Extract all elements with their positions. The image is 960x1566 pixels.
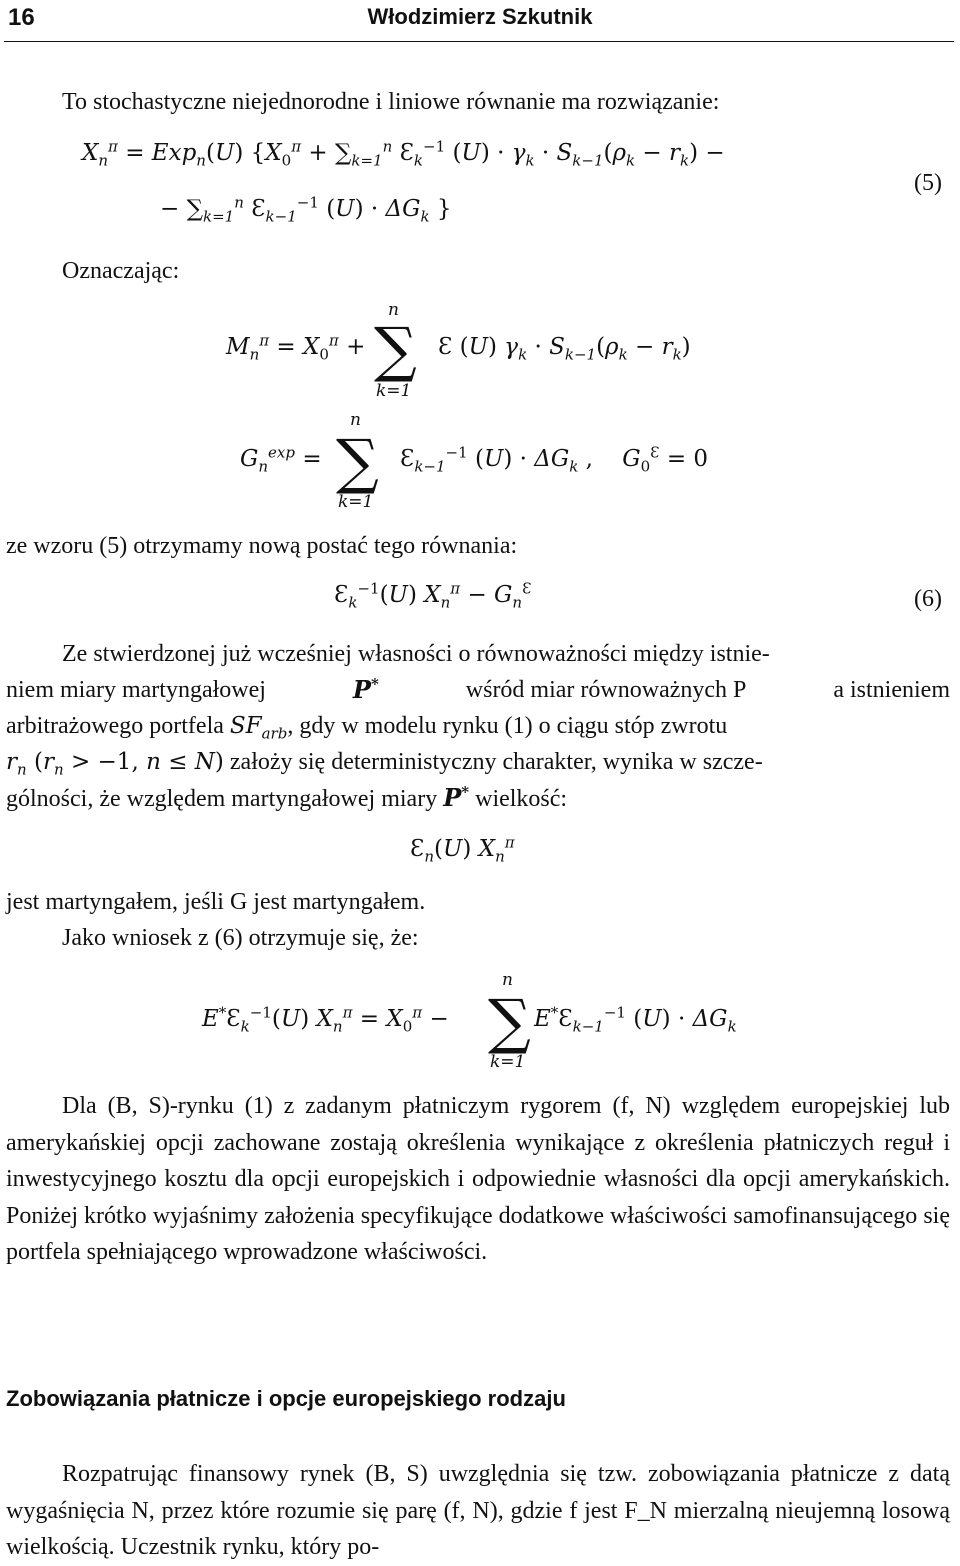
p1-text-h: wielkość:	[475, 786, 568, 812]
equation-m-rhs: Ɛ (U) $\gamma_k \cdot S_{k-1}(\rho_k - r_k)$	[438, 334, 691, 364]
sum-upper-limit-2: n	[350, 410, 361, 430]
page-number: 16	[8, 4, 35, 31]
equation-g-lhs: $G_n^{exp}$ =	[240, 443, 322, 476]
r-n-condition: $r_n$ ($r_n > -1$, n ≤ N)	[6, 749, 224, 779]
paragraph-1-line-2	[6, 672, 950, 708]
p1-text-a: niem miary martyngałowej	[6, 677, 266, 703]
paragraph-1-line-3	[6, 708, 950, 744]
p1-text-g: gólności, że względem martyngałowej miary	[6, 786, 438, 812]
paragraph-3: Rozpatrując finansowy rynek (B, S) uwzględnia się tzw. zobowiązania płatnicze z datą wygaśnięcia N, przez które rozumie się parę (f, N), gdzie f jest F_N mierzalną nieujemną losową wielkością. Uczestnik rynku, który po-	[6, 1461, 950, 1561]
summation-sign-1: ∑	[374, 315, 417, 385]
martingale-sentence: jest martyngałem, jeśli G jest martyngałem.	[6, 889, 426, 915]
from-formula-sentence: ze wzoru (5) otrzymamy nową postać tego równania:	[6, 533, 518, 559]
equation-g-rhs: $Ɛ_{k-1}^{-1}$ $(U) \cdot \Delta G_k$ , $G_0^Ɛ = 0$	[400, 443, 709, 476]
sum-upper-limit-1: n	[388, 300, 399, 320]
sum-lower-limit-1: k=1	[376, 381, 412, 401]
sum-lower-limit-2: k=1	[338, 492, 374, 512]
expectation-equation-lhs: $E^*Ɛ_k^{-1}(U) X_n^\pi = X_0^\pi$ −	[202, 1003, 449, 1036]
sum-lower-limit-3: k=1	[490, 1052, 526, 1072]
intro-sentence: To stochastyczne niejednorodne i liniowe równanie ma rozwiązanie:	[62, 89, 720, 115]
section-heading: Zobowiązania płatnicze i opcje europejskiego rodzaju	[6, 1386, 566, 1411]
equation-6-number: (6)	[914, 586, 942, 612]
equation-5-number: (5)	[914, 170, 942, 196]
p1-text-e: , gdy w modelu rynku (1) o ciągu stóp zwrotu	[287, 713, 728, 739]
page-header	[0, 0, 960, 44]
summation-sign-2: ∑	[336, 427, 379, 497]
p1-text-c: a istnieniem	[833, 677, 950, 703]
p1-text-f: założy się deterministyczny charakter, wynika w szcze-	[229, 749, 763, 775]
p1-text-b: wśród miar równoważnych P	[465, 677, 747, 703]
running-header-author: Włodzimierz Szkutnik	[367, 4, 593, 29]
paragraph-1-line-5	[6, 780, 567, 817]
equation-5-line-2: − $\sum_{k=1}^n$ $Ɛ_{k-1}^{-1}$ $(U) \cdot \Delta G_k$ }	[160, 193, 452, 226]
equation-m-lhs: $M_n^\pi = X_0^\pi$ +	[226, 331, 366, 364]
quantity-expression: $Ɛ_n(U)$ $X_n^\pi$	[410, 833, 515, 866]
equation-6: $Ɛ_k^{-1}(U) X_n^\pi - G_n^Ɛ$	[334, 579, 532, 612]
paragraph-1-line-4	[6, 744, 763, 780]
p-star-symbol-2: P*	[443, 783, 470, 812]
denoting-label: Oznaczając:	[62, 258, 180, 284]
paragraph-1-line-1: Ze stwierdzonej już wcześniej własności o równoważności między istnie-	[62, 641, 770, 667]
conclusion-sentence: Jako wniosek z (6) otrzymuje się, że:	[62, 925, 419, 951]
summation-sign-3: ∑	[488, 987, 531, 1057]
paragraph-2: Dla (B, S)-rynku (1) z zadanym płatniczym rygorem (f, N) względem europejskiej lub amerykańskiej opcji zachowane zostają określenia wynikające z określenia płatniczych reguł i inwestycyjnego kosztu dla opcji europejskich i odpowiednie własności dla opcji amerykańskich. Poniżej krótko wyjaśnimy założenia specyfikujące dodatkowe właściwości samofinansującego się portfela spełniającego wprowadzone właściwości.	[6, 1093, 950, 1266]
header-rule	[4, 41, 954, 42]
p-star-symbol: P*	[352, 675, 379, 704]
p1-text-d: arbitrażowego portfela	[6, 713, 224, 739]
sf-arb-symbol: $SF_{arb}$	[229, 713, 288, 743]
sum-upper-limit-3: n	[502, 970, 513, 990]
expectation-equation-rhs: $E^*Ɛ_{k-1}^{-1}$ $(U) \cdot \Delta G_k$	[534, 1003, 737, 1036]
equation-5-line-1: $X_n^\pi = Exp_n(U) \{X_0^\pi + \sum_{k=1}^n$ $Ɛ_k^{-1}$ $(U) \cdot \gamma_k \cdot S_{k-1}(\rho_k - r_k)$ −	[82, 137, 725, 170]
